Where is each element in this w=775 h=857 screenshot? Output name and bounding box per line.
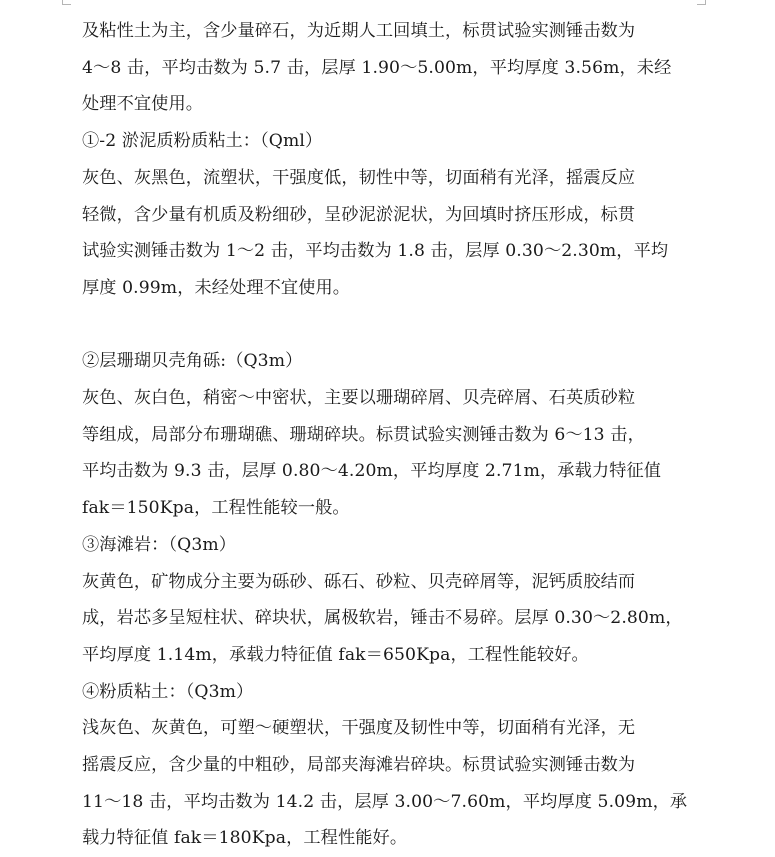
- text-line: fak＝150Kpa，工程性能较一般。: [82, 498, 350, 519]
- text-line: ④粉质粘土：（Q3m）: [82, 681, 254, 702]
- text-line: 处理不宜使用。: [82, 94, 204, 115]
- heading-layer-4: [82, 674, 692, 711]
- text-line: 载力特征值 fak＝180Kpa，工程性能好。: [82, 828, 408, 849]
- text-line: ③海滩岩：（Q3m）: [82, 534, 237, 555]
- text-line: 浅灰色、灰黄色，可塑～硬塑状，干强度及韧性中等，切面稍有光泽，无: [82, 718, 636, 739]
- page-corner-mark-right: [697, 0, 706, 5]
- text-line: 厚度 0.99m，未经处理不宜使用。: [82, 277, 351, 298]
- document-body: [82, 13, 692, 857]
- heading-layer-3: [82, 527, 692, 564]
- text-line: 平均击数为 9.3 击，层厚 0.80～4.20m，平均厚度 2.71m，承载力特征值: [82, 461, 662, 482]
- text-line: ②层珊瑚贝壳角砾:（Q3m）: [82, 351, 303, 372]
- text-line: 11～18 击，平均击数为 14.2 击，层厚 3.00～7.60m，平均厚度 5.09m，承: [82, 791, 688, 812]
- para-layer-3-desc: [82, 564, 692, 674]
- text-line: 轻微，含少量有机质及粉细砂，呈砂泥淤泥状，为回填时挤压形成，标贯: [82, 204, 636, 225]
- text-line: 平均厚度 1.14m，承载力特征值 fak＝650Kpa，工程性能较好。: [82, 644, 589, 665]
- para-layer-2-desc: [82, 380, 692, 527]
- heading-layer-2: [82, 343, 692, 380]
- para-layer-1-2-desc: [82, 160, 692, 307]
- text-line: 试验实测锤击数为 1～2 击，平均击数为 1.8 击，层厚 0.30～2.30m，平均: [82, 241, 669, 262]
- text-line: 4～8 击，平均击数为 5.7 击，层厚 1.90～5.00m，平均厚度 3.56m，未经: [82, 57, 672, 78]
- text-line: 摇震反应，含少量的中粗砂，局部夹海滩岩碎块。标贯试验实测锤击数为: [82, 755, 636, 776]
- text-line: 及粘性土为主，含少量碎石，为近期人工回填土，标贯试验实测锤击数为: [82, 21, 636, 41]
- text-line: 灰黄色，矿物成分主要为砾砂、砾石、砂粒、贝壳碎屑等，泥钙质胶结而: [82, 571, 636, 592]
- text-line: 灰色、灰黑色，流塑状，干强度低，韧性中等，切面稍有光泽，摇震反应: [82, 167, 636, 188]
- para-layer-4-desc: [82, 710, 692, 857]
- blank-line: [82, 307, 692, 344]
- heading-layer-1-2: [82, 123, 692, 160]
- text-line: 成，岩芯多呈短柱状、碎块状，属极软岩，锤击不易碎。层厚 0.30～2.80m，: [82, 608, 683, 629]
- text-line: ①-2 淤泥质粉质粘土：（Qml）: [82, 131, 323, 152]
- text-line: 灰色、灰白色，稍密～中密状，主要以珊瑚碎屑、贝壳碎屑、石英质砂粒: [82, 388, 636, 409]
- text-line: 等组成，局部分布珊瑚礁、珊瑚碎块。标贯试验实测锤击数为 6～13 击，: [82, 424, 645, 445]
- para-fill-soil-desc: [82, 13, 692, 123]
- page-corner-mark-left: [62, 0, 71, 5]
